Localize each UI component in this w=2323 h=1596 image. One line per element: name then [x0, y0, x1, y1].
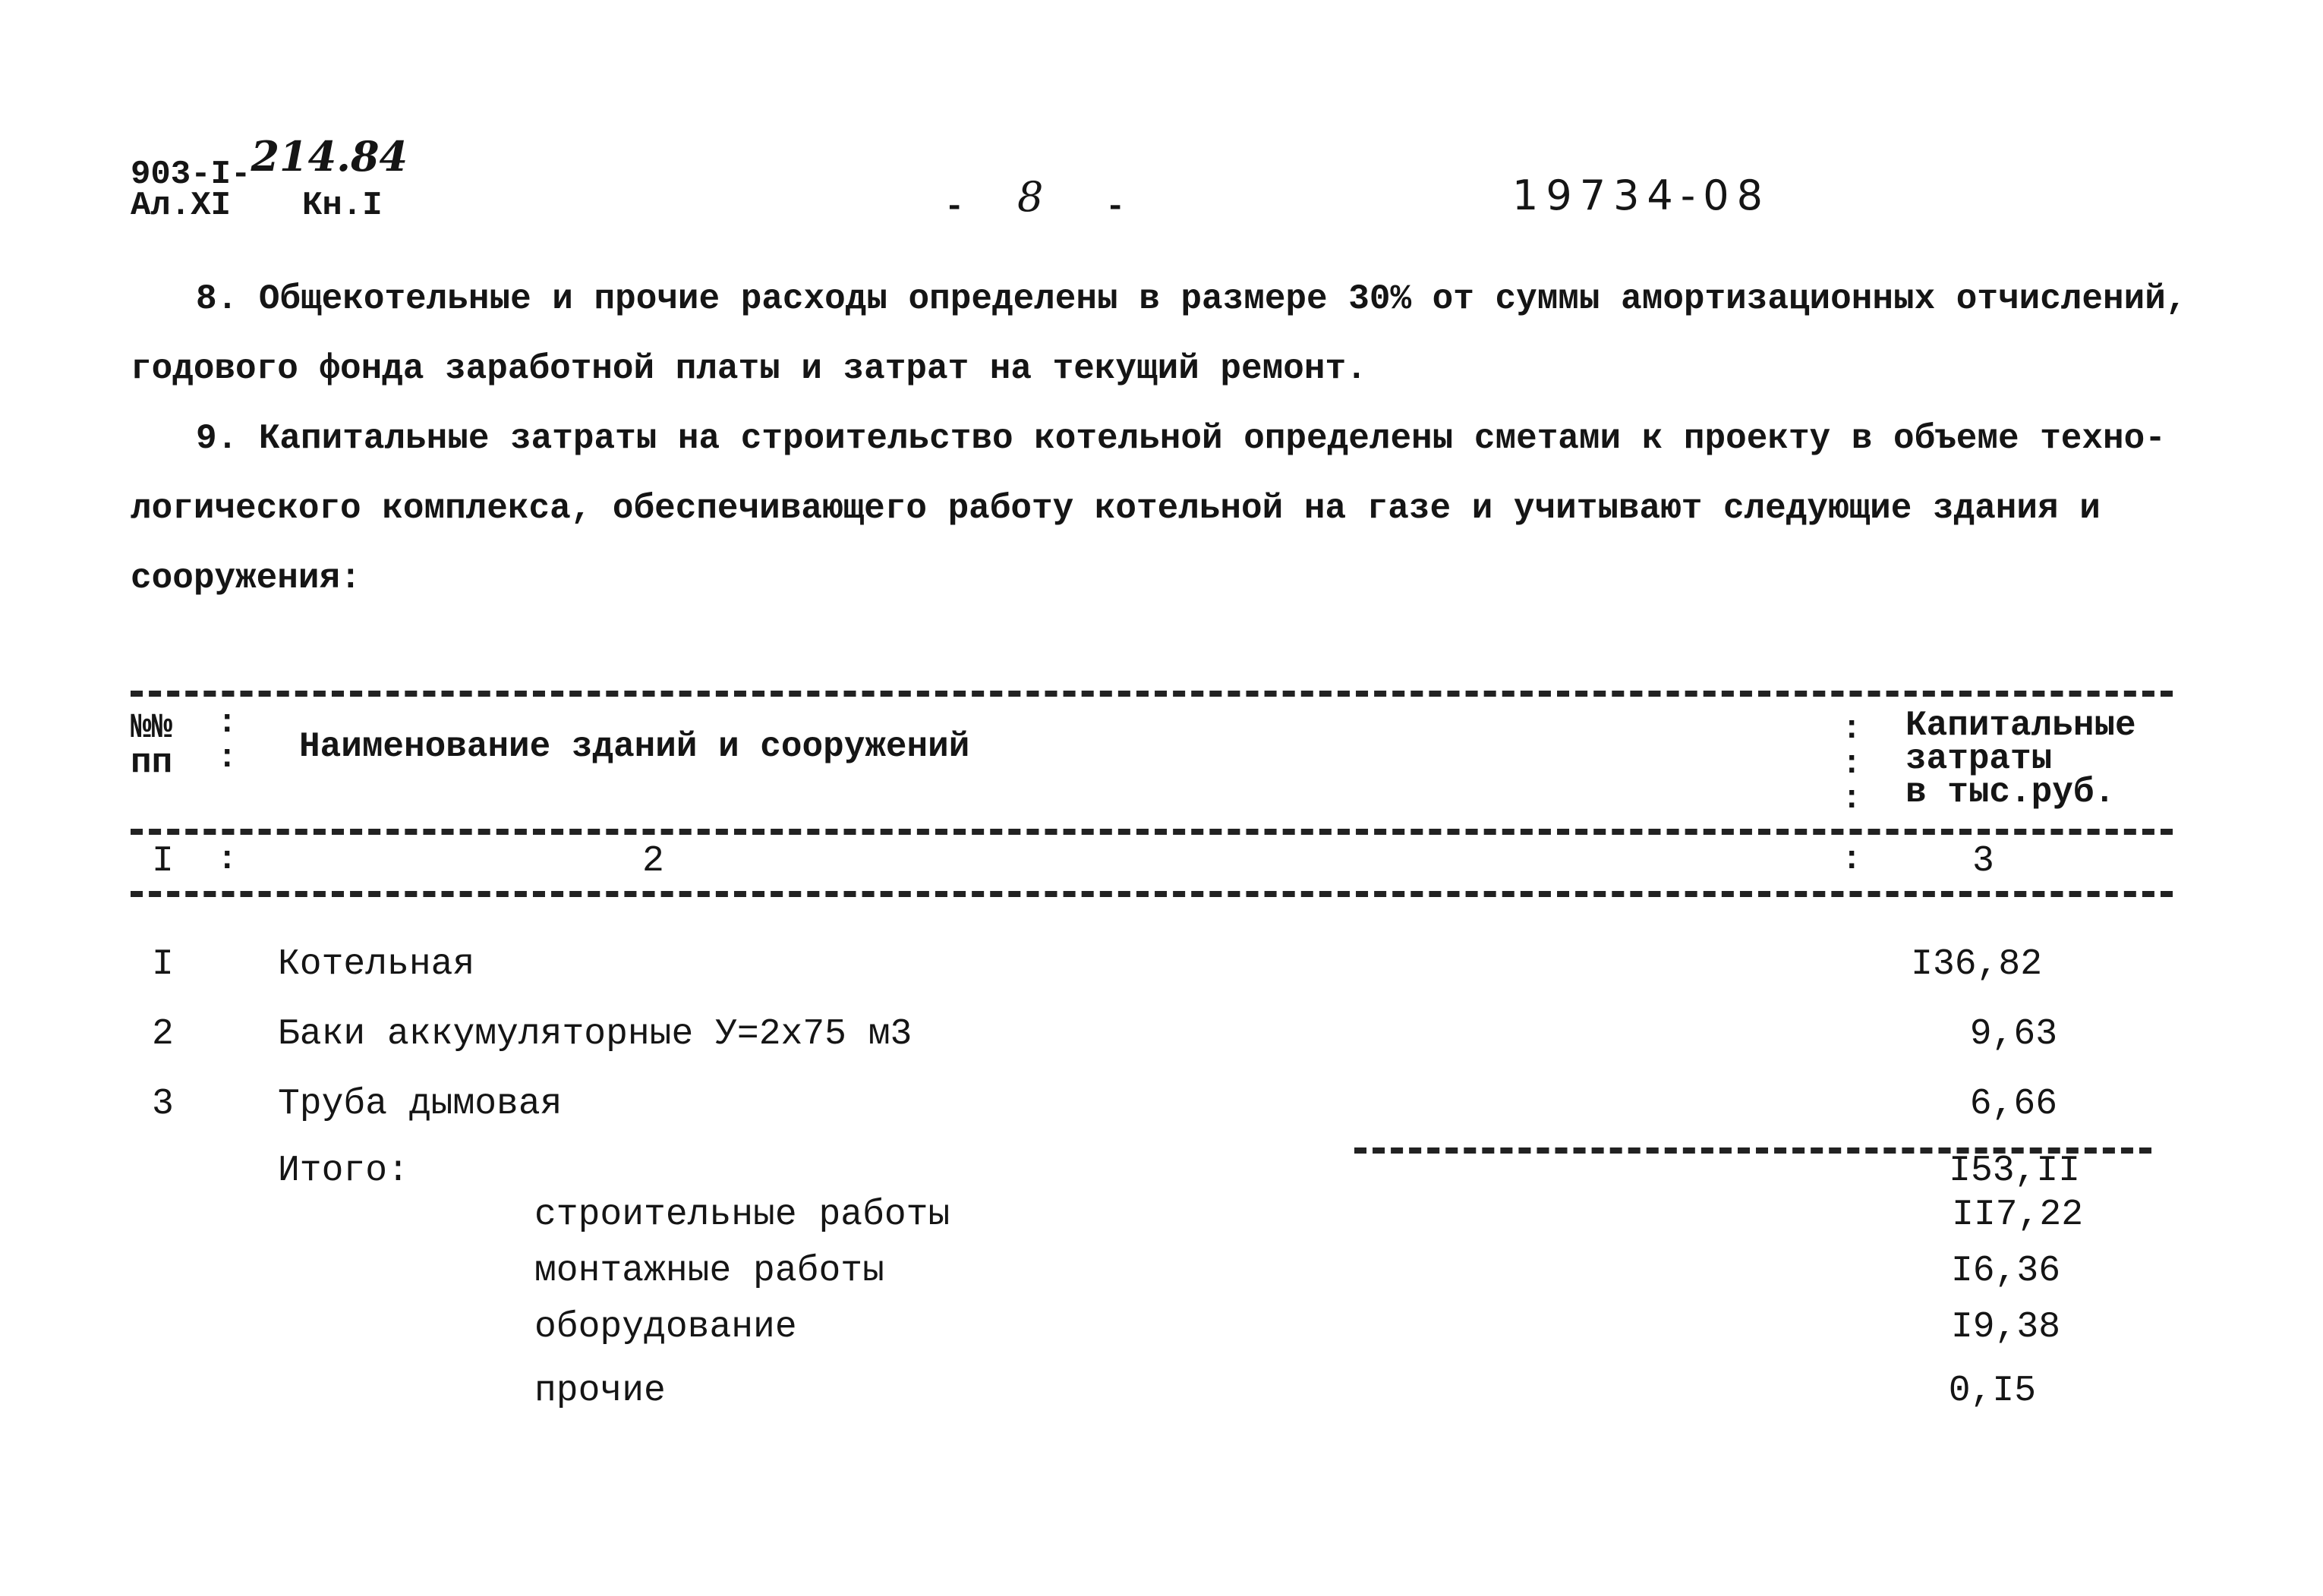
- table-header-rule: [131, 829, 2173, 835]
- breakdown-1-label: строительные работы: [534, 1195, 950, 1236]
- col1-separator-bottom: :: [217, 739, 238, 777]
- col1-number: I: [152, 841, 174, 882]
- paragraph-8-line-1: 8. Общекотельные и прочие расходы определены в размере 30% от суммы амортизационных отчислений,: [196, 279, 2187, 319]
- album-label: Ал.XI: [131, 187, 232, 225]
- document-code-handwritten: 214.84: [251, 132, 408, 181]
- numbers-separator-1: :: [217, 841, 238, 879]
- table-numbers-rule: [131, 891, 2173, 897]
- col1-header-line2: пп: [131, 743, 173, 782]
- col2-number: 2: [642, 841, 664, 882]
- document-code-prefix: 903-I-: [131, 156, 251, 194]
- row-3-name: Труба дымовая: [278, 1084, 563, 1125]
- page-dash-left: -: [944, 188, 965, 226]
- row-1-number: I: [152, 944, 174, 985]
- col3-separator-middle: :: [1842, 745, 1862, 783]
- inventory-number: 19734-08: [1512, 172, 1770, 219]
- total-label: Итого:: [278, 1151, 409, 1191]
- breakdown-2-value: I6,36: [1950, 1251, 2060, 1292]
- col3-number: 3: [1972, 841, 1994, 882]
- col3-separator: [1842, 712, 1861, 817]
- row-3-value: 6,66: [1969, 1084, 2057, 1125]
- col3-separator-top: :: [1842, 710, 1862, 748]
- breakdown-4-label: прочие: [534, 1371, 666, 1412]
- col1-header: [131, 710, 172, 780]
- paragraph-8-line-2: годового фонда заработной платы и затрат на текущий ремонт.: [131, 349, 1367, 389]
- row-1-name: Котельная: [278, 944, 475, 985]
- col3-separator-bottom: :: [1842, 780, 1862, 818]
- col1-separator: [217, 706, 237, 776]
- breakdown-4-value: 0,I5: [1948, 1371, 2036, 1412]
- paragraph-9-line-3: сооружения:: [131, 559, 361, 598]
- row-3-number: 3: [152, 1084, 174, 1125]
- total-value: I53,II: [1949, 1151, 2080, 1191]
- col3-header-line1: Капитальные: [1905, 706, 2136, 745]
- col3-header: [1905, 706, 2136, 812]
- breakdown-3-value: I9,38: [1950, 1307, 2060, 1348]
- col2-header: Наименование зданий и сооружений: [299, 727, 970, 767]
- paragraph-9-line-1: 9. Капитальные затраты на строительство котельной определены сметами к проекту в объеме техно-: [196, 419, 2166, 458]
- book-label: Кн.I: [302, 187, 383, 225]
- paragraph-9-line-2: логического комплекса, обеспечивающего работу котельной на газе и учитывают следующие здания и: [131, 489, 2101, 528]
- col1-separator-top: :: [217, 704, 238, 742]
- page-dash-right: -: [1105, 188, 1126, 226]
- table-top-rule: [131, 691, 2173, 697]
- breakdown-3-label: оборудование: [534, 1307, 797, 1348]
- page-number: 8: [1017, 173, 1044, 221]
- row-2-number: 2: [152, 1014, 174, 1055]
- col1-header-line1: №№: [131, 708, 173, 748]
- col3-header-line3: в тыс.руб.: [1905, 773, 2116, 812]
- breakdown-1-value: II7,22: [1952, 1195, 2083, 1236]
- row-2-value: 9,63: [1969, 1014, 2057, 1055]
- row-1-value: I36,82: [1911, 944, 2042, 985]
- col3-header-line2: затраты: [1905, 739, 2053, 779]
- row-2-name: Баки аккумуляторные У=2х75 м3: [278, 1014, 912, 1055]
- breakdown-2-label: монтажные работы: [534, 1251, 884, 1292]
- numbers-separator-2: :: [1842, 841, 1862, 879]
